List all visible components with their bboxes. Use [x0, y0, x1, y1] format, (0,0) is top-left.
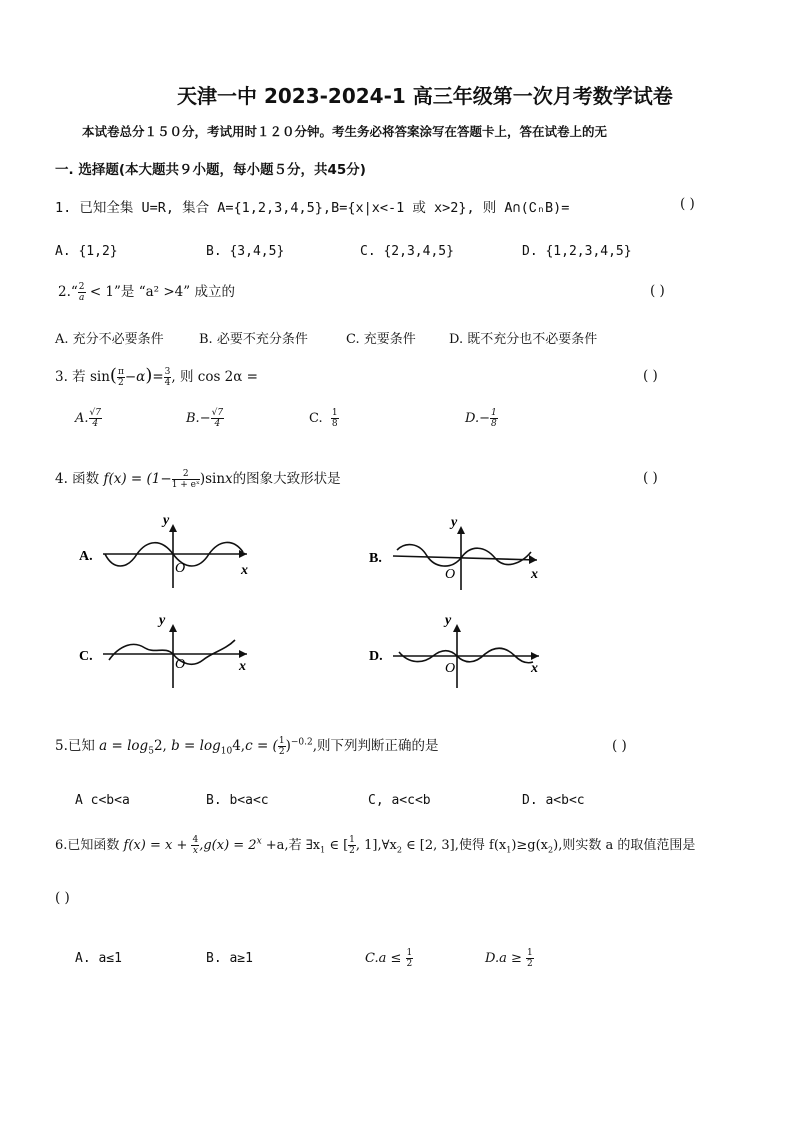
section-title: 一. 选择题(本大题共９小题，每小题５分，共45分) [55, 162, 366, 178]
q6-option-b: B. a≥1 [206, 951, 253, 966]
q3-c-label: C. [309, 411, 323, 426]
q6-d-den: 2 [527, 959, 533, 969]
q3-option-c [309, 408, 339, 429]
exam-title: 天津一中 2023-2024-1 高三年级第一次月考数学试卷 [177, 84, 673, 108]
q3-b-fraction [211, 408, 224, 429]
q6-in1: ∈ [ [325, 838, 349, 853]
q6-f-den: x [192, 846, 198, 856]
q6-f-def: f(x) = x + [123, 838, 192, 853]
q6-int-num: 1 [349, 835, 355, 845]
q2-paren: ( ) [650, 283, 665, 299]
q1-stem: 1. 已知全集 U=R, 集合 A={1,2,3,4,5},B={x|x<-1 或 x>2}, 则 A∩(∁ₙB)= [55, 200, 570, 216]
q6-g-def: ,g(x) = 2 [199, 838, 257, 853]
q3-c-den: 8 [331, 419, 338, 429]
q3-a-label: A. [75, 411, 89, 426]
q6-c-text: C.a ≤ [365, 951, 406, 966]
q6-int-rest: , 1],∀x [355, 838, 397, 853]
q4-graph-c-x-arrow [239, 650, 247, 658]
q4-fraction [172, 469, 200, 490]
q6-g-rest: +a,若 ∃x [261, 838, 321, 853]
q1-option-d: D. {1,2,3,4,5} [522, 244, 632, 259]
q4-prefix: 4. 函数 [55, 471, 104, 487]
q4-graph-a-y-label: y [163, 513, 170, 528]
q3-option-a [75, 408, 102, 429]
q2-option-c: C. 充要条件 [346, 332, 416, 347]
q3-val-den: 4 [164, 378, 171, 388]
q4-graph-b-origin: O [445, 567, 456, 582]
q1-option-b: B. {3,4,5} [206, 244, 285, 259]
q4-suffix: 的图象大致形状是 [232, 471, 341, 487]
q4-graph-d-x-arrow [531, 652, 539, 660]
q4-graph-c-label: C. [79, 649, 93, 664]
q3-b-sign: − [199, 411, 211, 426]
q5-stem [55, 734, 439, 757]
q4-graph-d-y-arrow [453, 624, 461, 632]
q4-stem [55, 467, 341, 490]
q5-c-fraction [278, 736, 286, 757]
q4-graph-c-curve [109, 640, 235, 664]
q3-c-num: 1 [331, 408, 338, 418]
q6-d-num: 1 [527, 948, 533, 958]
q4-graph-c-origin: O [175, 657, 186, 672]
q6-stem [55, 834, 695, 856]
q4-graph-b-x-label: x [531, 567, 538, 582]
q4-paren: ( ) [643, 470, 658, 486]
q3-stem: 3. 若 sin( $\frac{\pi}{2}$ −α)= $\frac{3}{4}$ , 则 cos 2α = [55, 365, 258, 388]
q5-paren: ( ) [612, 738, 627, 754]
q6-sub1: 1 [320, 845, 326, 855]
q3-b-num: √7 [211, 408, 224, 418]
q5-c-close: ) [285, 738, 291, 754]
q5-b-base: 10 [220, 746, 233, 757]
q4-graph-b-y-arrow [457, 526, 465, 534]
q6-in2: ∈ [2, 3],使得 f(x [401, 838, 507, 853]
q3-d-label: D. [465, 411, 480, 426]
q3-c-fraction [331, 408, 339, 429]
q5-suffix: ,则下列判断正确的是 [312, 738, 439, 754]
q1-option-a: A. {1,2} [55, 244, 118, 259]
q4-after: )sin [199, 471, 226, 487]
q4-graph-b-x-axis [393, 556, 537, 560]
q4-fx: f(x) = (1− [103, 471, 172, 487]
q5-a-base: 5 [148, 746, 154, 757]
q4-graph-d-label: D. [369, 649, 383, 664]
q5-c-exp: −0.2 [290, 737, 313, 748]
q4-graph-d-y-label: y [445, 613, 452, 628]
q6-interval-fraction [348, 835, 356, 856]
q5-option-a: A c<b<a [75, 793, 130, 808]
exam-note: 本试卷总分１５０分，考试用时１２０分钟。考生务必将答案涂写在答题卡上，答在试卷上的无 [82, 124, 608, 139]
q4-graph-b-curve [397, 545, 531, 566]
q6-f-num: 4 [192, 835, 199, 845]
q1-option-c: C. {2,3,4,5} [360, 244, 454, 259]
q6-d-text: D.a ≥ [485, 951, 526, 966]
q3-pi-fraction [117, 367, 125, 388]
q3-a-num: √7 [89, 408, 101, 418]
q6-c-num: 1 [406, 948, 413, 958]
q2-option-b: B. 必要不充分条件 [199, 332, 308, 347]
q4-graph-d-x-label: x [531, 661, 538, 676]
q2-fraction [78, 282, 86, 303]
q5-b-def: b = log [166, 738, 221, 754]
q5-a-def: a = log [99, 738, 149, 754]
q3-a-den: 4 [92, 419, 99, 429]
q3-paren: ( ) [643, 368, 658, 384]
q3-suffix: , 则 cos 2α = [171, 369, 258, 385]
q4-graph-b-x-arrow [529, 555, 537, 564]
q3-d-num: 1 [491, 408, 497, 418]
q6-ge: )≥g(x [511, 838, 549, 853]
q4-graph-d [365, 612, 555, 692]
q6-option-d [485, 948, 534, 969]
q3-pi-den: 2 [118, 378, 124, 388]
q6-c-den: 2 [406, 959, 413, 969]
q3-option-d [465, 408, 498, 429]
q5-c-def: c = ( [245, 738, 278, 754]
q5-option-b: B. b<a<c [206, 793, 269, 808]
q2-stem [58, 280, 235, 303]
q4-graph-c-y-label: y [159, 613, 166, 628]
q2-option-a: A. 充分不必要条件 [55, 332, 164, 347]
q3-val-num: 3 [164, 367, 171, 377]
q5-c-den: 2 [278, 747, 285, 757]
q4-graph-a-label: A. [79, 549, 93, 564]
q6-int-den: 2 [349, 846, 355, 856]
q6-option-a: A. a≤1 [75, 951, 122, 966]
q6-d-fraction [526, 948, 534, 969]
q2-mid: < 1”是 “a² >4” 成立的 [85, 284, 235, 300]
q5-option-d: D. a<b<c [522, 793, 585, 808]
q6-sub2: 2 [396, 845, 402, 855]
q3-d-sign: − [479, 411, 490, 426]
q5-option-c: C, a<c<b [368, 793, 431, 808]
q3-b-label: B. [186, 411, 200, 426]
q4-graph-a-origin: O [175, 561, 186, 576]
q3-pi-num: π [117, 367, 124, 377]
q5-a-arg: 2, [153, 738, 167, 754]
q5-prefix: 5.已知 [55, 738, 100, 754]
q4-graph-b [365, 514, 555, 594]
q2-prefix: 2.“ [58, 284, 78, 300]
q6-paren: ( ) [55, 890, 70, 906]
q3-prefix: 3. 若 [55, 369, 90, 385]
q3-sin: sin [89, 369, 110, 385]
q3-d-den: 8 [491, 419, 497, 429]
q4-xvar: x [225, 471, 233, 487]
q2-option-d: D. 既不充分也不必要条件 [449, 332, 598, 347]
q4-graph-c-y-arrow [169, 624, 177, 632]
q3-option-b [186, 408, 224, 429]
q4-graph-a [75, 512, 265, 592]
q4-graph-b-label: B. [369, 551, 382, 566]
q3-alpha: −α [124, 369, 146, 385]
q4-graph-a-x-label: x [241, 563, 248, 578]
q4-graph-d-origin: O [445, 661, 456, 676]
q3-eq: = [152, 369, 164, 385]
q2-frac-num: 2 [78, 282, 85, 292]
q6-prefix: 6.已知函数 [55, 838, 124, 853]
q4-graph-a-y-arrow [169, 524, 177, 532]
q6-gx2: 2 [548, 845, 554, 855]
q3-b-den: 4 [214, 419, 221, 429]
q4-frac-den: 1 + eˣ [171, 480, 200, 490]
q4-graph-c-x-label: x [239, 659, 246, 674]
q4-graph-b-y-label: y [451, 515, 458, 530]
q6-g-exp: x [256, 836, 262, 847]
q4-graph-c [75, 612, 265, 692]
q2-frac-den: a [78, 293, 85, 303]
q5-b-arg: 4, [232, 738, 246, 754]
q3-a-fraction [89, 408, 102, 429]
q4-frac-num: 2 [172, 469, 200, 480]
q3-d-fraction [490, 408, 498, 429]
q6-option-c [365, 948, 413, 969]
q1-paren: ( ) [680, 196, 695, 212]
q6-end: ),则实数 a 的取值范围是 [553, 838, 696, 853]
q5-c-num: 1 [278, 736, 285, 746]
q6-fx1: 1 [506, 845, 512, 855]
q6-c-fraction [406, 948, 414, 969]
